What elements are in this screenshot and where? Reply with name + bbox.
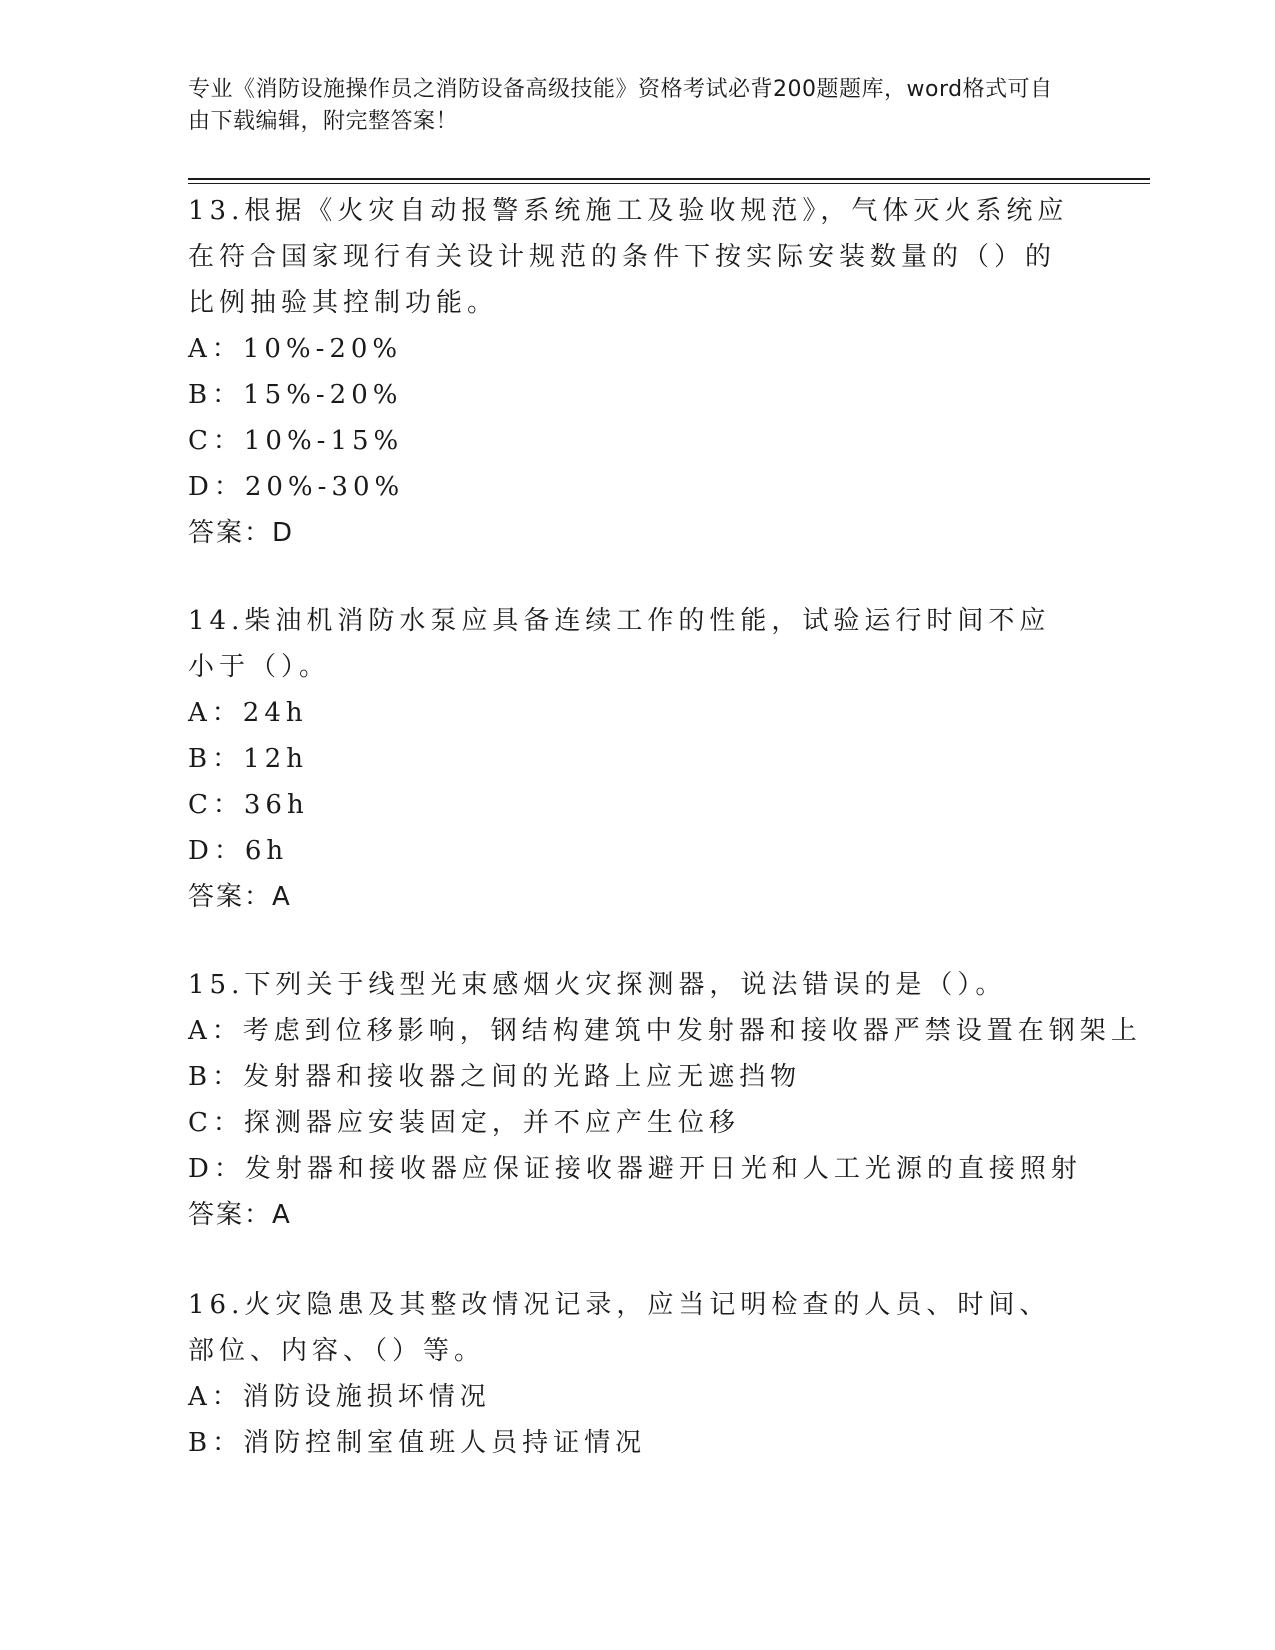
option-b: B：15%-20%	[188, 380, 403, 410]
header-divider-thin	[188, 183, 1150, 184]
question-13	[188, 188, 1078, 556]
question-16	[188, 1282, 1078, 1466]
answer: 答案：A	[188, 882, 292, 912]
document-header: 专业《消防设施操作员之消防设备高级技能》资格考试必背200题题库，word格式可自由下载编辑，附完整答案！	[188, 77, 1053, 134]
question-stem: 16.火灾隐患及其整改情况记录，应当记明检查的人员、时间、部位、内容、（）等。	[188, 1290, 1051, 1366]
option-b: B：12h	[188, 744, 308, 774]
header-divider	[188, 178, 1150, 180]
question-stem: 13.根据《火灾自动报警系统施工及验收规范》，气体灭火系统应在符合国家现行有关设计规范的条件下按实际安装数量的（）的比例抽验其控制功能。	[188, 196, 1069, 318]
option-d: D：发射器和接收器应保证接收器避开日光和人工光源的直接照射	[188, 1154, 1082, 1184]
option-c: C：36h	[188, 790, 309, 820]
option-b: B：发射器和接收器之间的光路上应无遮挡物	[188, 1062, 802, 1092]
option-a: A：24h	[188, 698, 308, 728]
question-14	[188, 598, 1078, 920]
answer: 答案：A	[188, 1200, 292, 1230]
answer: 答案：D	[188, 518, 295, 548]
option-b: B：消防控制室值班人员持证情况	[188, 1428, 647, 1458]
option-a: A：消防设施损坏情况	[188, 1382, 491, 1412]
option-c: C：探测器应安装固定，并不应产生位移	[188, 1108, 740, 1138]
option-d: D：20%-30%	[188, 472, 405, 502]
option-a: A：10%-20%	[188, 334, 403, 364]
option-a: A：考虑到位移影响，钢结构建筑中发射器和接收器严禁设置在钢架上	[188, 1016, 1142, 1046]
question-stem: 15.下列关于线型光束感烟火灾探测器，说法错误的是（）。	[188, 970, 1007, 1000]
option-c: C：10%-15%	[188, 426, 404, 456]
question-15	[188, 962, 1142, 1238]
option-d: D：6h	[188, 836, 289, 866]
question-stem: 14.柴油机消防水泵应具备连续工作的性能，试验运行时间不应小于（）。	[188, 606, 1051, 682]
